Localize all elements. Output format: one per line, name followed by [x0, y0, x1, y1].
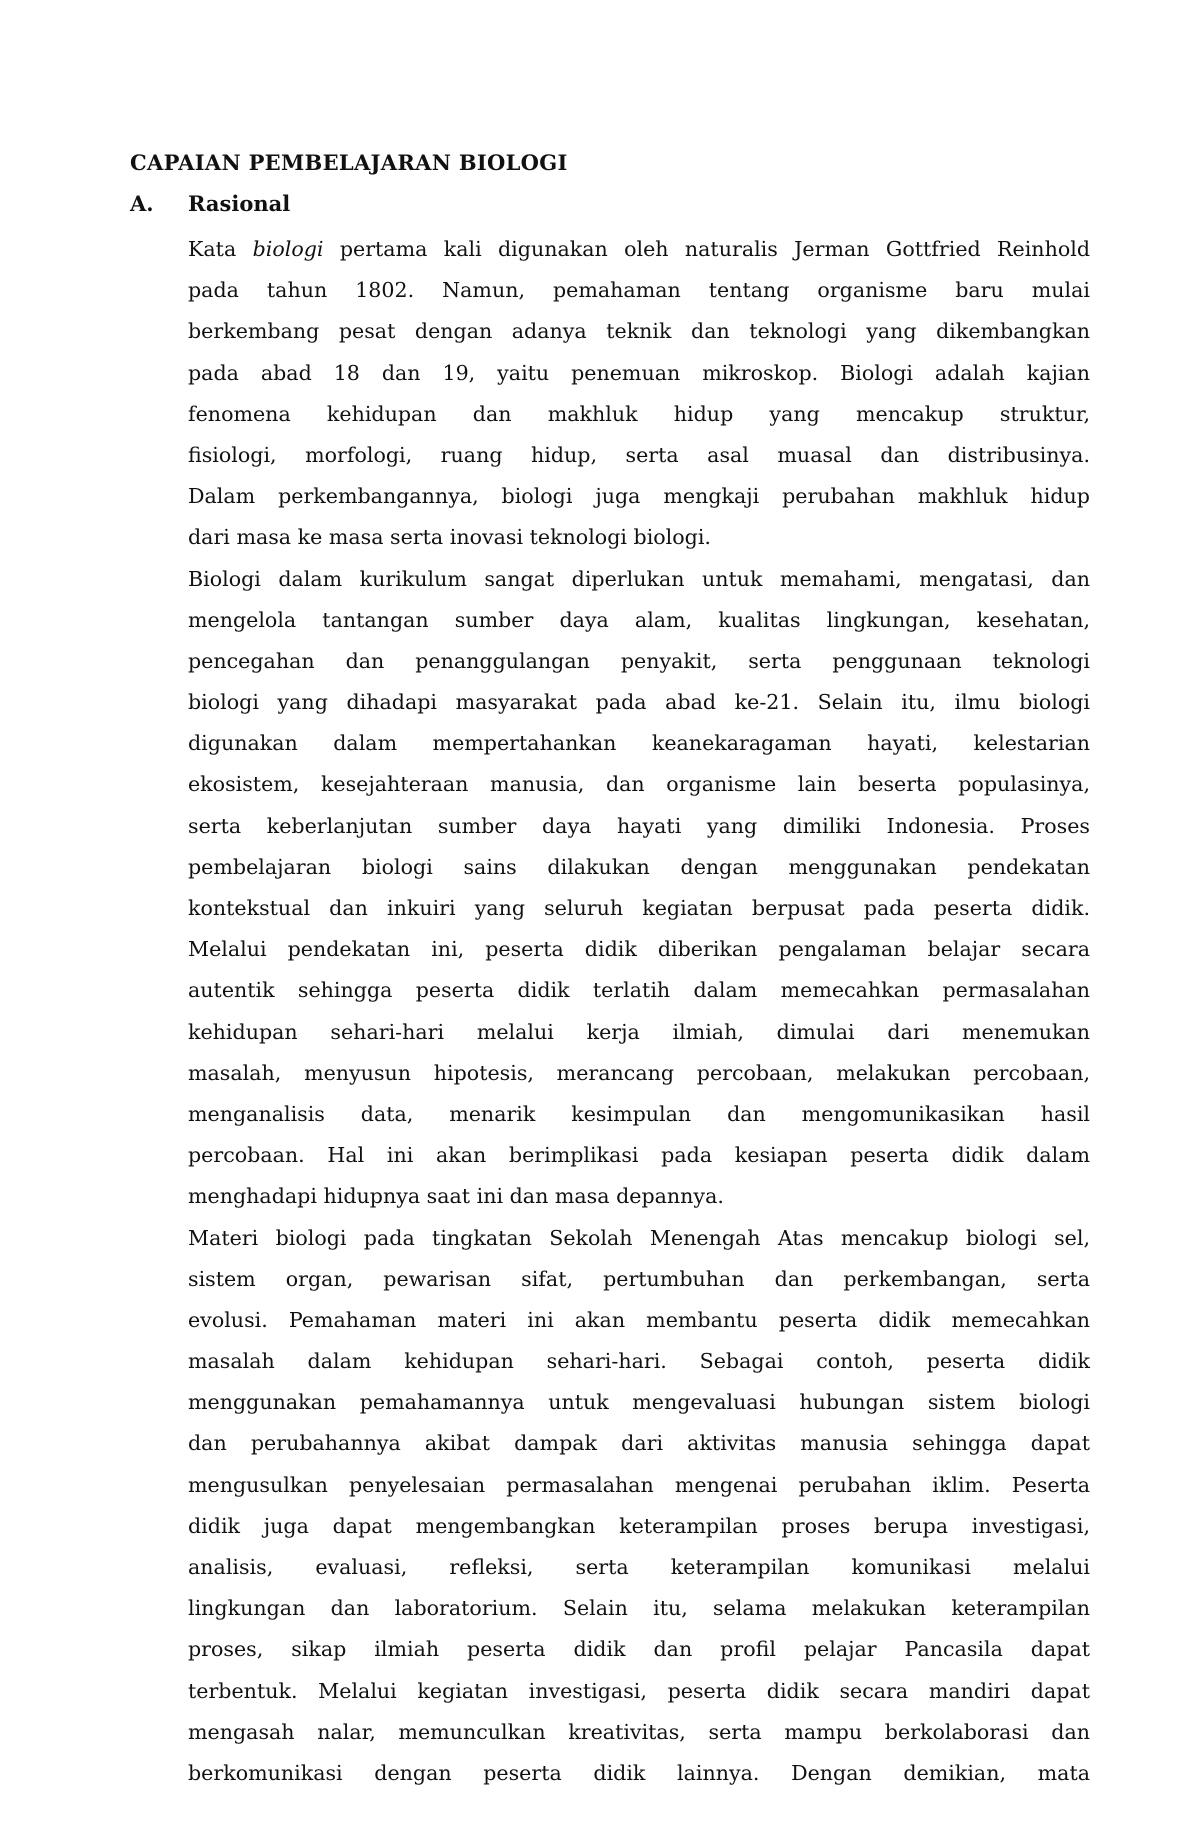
document-title: CAPAIAN PEMBELAJARAN BIOLOGI [130, 150, 568, 175]
text-line: menghadapi hidupnya saat ini dan masa depannya. [188, 1184, 724, 1209]
text-line: ekosistem, kesejahteraan manusia, dan organisme lain beserta populasinya, [188, 772, 1090, 797]
text-line: mengusulkan penyelesaian permasalahan mengenai perubahan iklim. Peserta [188, 1472, 1090, 1497]
text-line: sistem organ, pewarisan sifat, pertumbuhan dan perkembangan, serta [188, 1266, 1090, 1291]
paragraph-2 [188, 559, 1090, 1218]
text-line: lingkungan dan laboratorium. Selain itu, selama melakukan keterampilan [188, 1596, 1090, 1621]
text-line: kehidupan sehari-hari melalui kerja ilmiah, dimulai dari menemukan [188, 1019, 1090, 1044]
text-line: pencegahan dan penanggulangan penyakit, serta penggunaan teknologi [188, 648, 1090, 673]
text-line: percobaan. Hal ini akan berimplikasi pada kesiapan peserta didik dalam [188, 1143, 1090, 1168]
text-line: terbentuk. Melalui kegiatan investigasi, peserta didik secara mandiri dapat [188, 1678, 1090, 1703]
text-line: autentik sehingga peserta didik terlatih dalam memecahkan permasalahan [188, 978, 1090, 1003]
text-line: pada abad 18 dan 19, yaitu penemuan mikroskop. Biologi adalah kajian [188, 360, 1090, 385]
text-line: berkembang pesat dengan adanya teknik dan teknologi yang dikembangkan [188, 319, 1090, 344]
text-line: proses, sikap ilmiah peserta didik dan profil pelajar Pancasila dapat [188, 1637, 1090, 1662]
text-line: pada tahun 1802. Namun, pemahaman tentang organisme baru mulai [188, 278, 1090, 303]
text-line: didik juga dapat mengembangkan keterampilan proses berupa investigasi, [188, 1513, 1090, 1538]
text-line: Biologi dalam kurikulum sangat diperlukan untuk memahami, mengatasi, dan [188, 566, 1090, 591]
text-line: dari masa ke masa serta inovasi teknologi biologi. [188, 525, 711, 550]
text-line: fenomena kehidupan dan makhluk hidup yang mencakup struktur, [188, 401, 1090, 426]
text-line: dan perubahannya akibat dampak dari aktivitas manusia sehingga dapat [188, 1431, 1090, 1456]
document-body [188, 229, 1090, 1794]
text-line: mengelola tantangan sumber daya alam, kualitas lingkungan, kesehatan, [188, 607, 1090, 632]
text-line: berkomunikasi dengan peserta didik lainnya. Dengan demikian, mata [188, 1760, 1090, 1785]
text-line: pembelajaran biologi sains dilakukan dengan menggunakan pendekatan [188, 854, 1090, 879]
text-line: menggunakan pemahamannya untuk mengevaluasi hubungan sistem biologi [188, 1390, 1090, 1415]
text-line: analisis, evaluasi, refleksi, serta keterampilan komunikasi melalui [188, 1555, 1090, 1579]
text-line: evolusi. Pemahaman materi ini akan membantu peserta didik memecahkan [188, 1307, 1090, 1332]
paragraph-1 [188, 229, 1090, 559]
text-line: fisiologi, morfologi, ruang hidup, serta asal muasal dan distribusinya. [188, 442, 1090, 467]
section-heading [130, 191, 290, 216]
text-line: Melalui pendekatan ini, peserta didik diberikan pengalaman belajar secara [188, 937, 1090, 962]
text-line: masalah dalam kehidupan sehari-hari. Sebagai contoh, peserta didik [188, 1349, 1090, 1374]
text-line: kontekstual dan inkuiri yang seluruh kegiatan berpusat pada peserta didik. [188, 896, 1090, 920]
text-line: Materi biologi pada tingkatan Sekolah Menengah Atas mencakup biologi sel, [188, 1225, 1090, 1250]
text-line: mengasah nalar, memunculkan kreativitas, serta mampu berkolaborasi dan [188, 1719, 1090, 1744]
text-line: biologi yang dihadapi masyarakat pada abad ke-21. Selain itu, ilmu biologi [188, 690, 1090, 715]
text-line: masalah, menyusun hipotesis, merancang percobaan, melakukan percobaan, [188, 1060, 1090, 1085]
section-title: Rasional [188, 191, 291, 216]
text-line: Kata biologi pertama kali digunakan oleh naturalis Jerman Gottfried Reinhold [188, 237, 1090, 261]
text-line: Dalam perkembangannya, biologi juga mengkaji perubahan makhluk hidup [188, 484, 1090, 509]
text-line: digunakan dalam mempertahankan keanekaragaman hayati, kelestarian [188, 731, 1090, 756]
text-line: serta keberlanjutan sumber daya hayati yang dimiliki Indonesia. Proses [188, 813, 1090, 838]
section-letter: A. [130, 191, 154, 216]
italic-term: biologi [252, 237, 324, 261]
paragraph-3 [188, 1218, 1090, 1795]
text-line: menganalisis data, menarik kesimpulan dan mengomunikasikan hasil [188, 1101, 1090, 1126]
